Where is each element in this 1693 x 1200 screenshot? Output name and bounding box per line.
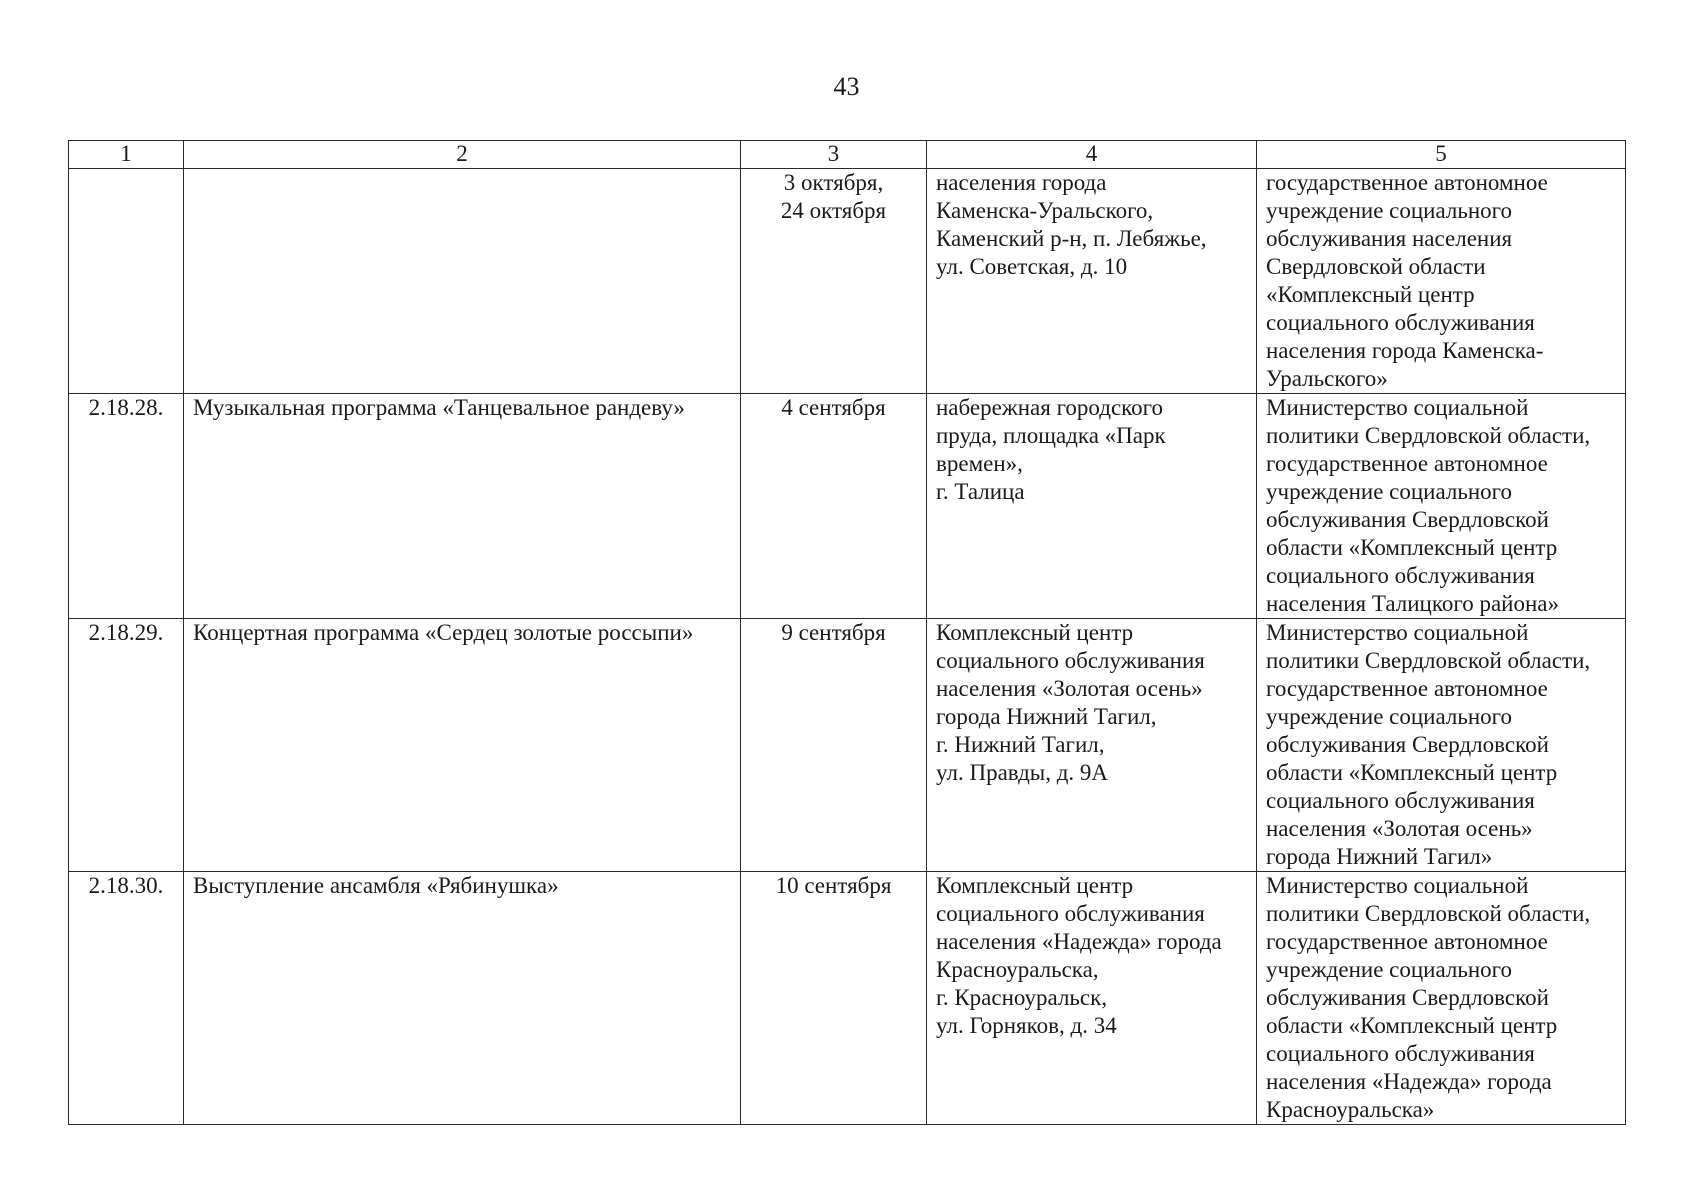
event-name-cell: Концертная программа «Сердец золотые россыпи» [184, 619, 741, 872]
event-place-cell [927, 169, 1257, 394]
place-line: Комплексный центр [936, 620, 1134, 645]
place-line: ул. Правды, д. 9А [936, 760, 1109, 785]
column-header-5: 5 [1257, 141, 1626, 169]
organizer-line: населения «Надежда» города [1266, 1069, 1552, 1094]
place-line: социального обслуживания [936, 648, 1205, 673]
place-line: населения «Золотая осень» [936, 676, 1203, 701]
organizer-cell [1257, 394, 1626, 619]
organizer-line: политики Свердловской области, [1266, 423, 1591, 448]
organizer-line: политики Свердловской области, [1266, 901, 1591, 926]
place-line: населения «Надежда» города [936, 929, 1222, 954]
organizer-line: области «Комплексный центр [1266, 1013, 1558, 1038]
organizer-line: населения города Каменска- [1266, 338, 1544, 363]
organizer-line: политики Свердловской области, [1266, 648, 1591, 673]
date-line: 9 сентября [781, 620, 886, 645]
organizer-line: области «Комплексный центр [1266, 535, 1558, 560]
row-number-cell [69, 169, 184, 394]
organizer-line: социального обслуживания [1266, 788, 1535, 813]
organizer-line: области «Комплексный центр [1266, 760, 1558, 785]
organizer-line: Свердловской области [1266, 254, 1486, 279]
event-date-cell [741, 872, 927, 1125]
date-line: 10 сентября [775, 873, 892, 898]
place-line: ул. Советская, д. 10 [936, 254, 1128, 279]
event-place-cell [927, 619, 1257, 872]
organizer-cell [1257, 169, 1626, 394]
row-number-cell: 2.18.29. [69, 619, 184, 872]
organizer-line: социального обслуживания [1266, 563, 1535, 588]
row-number-cell: 2.18.28. [69, 394, 184, 619]
date-line: 24 октября [780, 198, 887, 223]
organizer-line: учреждение социального [1266, 479, 1513, 504]
place-line: г. Красноуральск, [936, 985, 1108, 1010]
organizer-line: государственное автономное [1266, 676, 1548, 701]
organizer-line: учреждение социального [1266, 957, 1513, 982]
table-row [69, 619, 1626, 872]
event-date-cell [741, 619, 927, 872]
table-row [69, 394, 1626, 619]
row-number-cell: 2.18.30. [69, 872, 184, 1125]
place-line: социального обслуживания [936, 901, 1205, 926]
organizer-line: обслуживания Свердловской [1266, 985, 1549, 1010]
place-line: Каменска-Уральского, [936, 198, 1154, 223]
date-line: 4 сентября [781, 395, 886, 420]
organizer-line: государственное автономное [1266, 451, 1548, 476]
place-line: набережная городского [936, 395, 1164, 420]
event-date-cell [741, 394, 927, 619]
place-line: времен», [936, 451, 1023, 476]
event-place-cell [927, 394, 1257, 619]
organizer-line: социального обслуживания [1266, 310, 1535, 335]
date-line: 3 октября, [783, 170, 884, 195]
organizer-cell [1257, 872, 1626, 1125]
event-place-cell [927, 872, 1257, 1125]
event-name-cell: Выступление ансамбля «Рябинушка» [184, 872, 741, 1125]
place-line: Комплексный центр [936, 873, 1134, 898]
organizer-line: Министерство социальной [1266, 620, 1529, 645]
organizer-line: Красноуральска» [1266, 1097, 1435, 1122]
place-line: Красноуральска, [936, 957, 1099, 982]
organizer-line: учреждение социального [1266, 704, 1513, 729]
column-header-3: 3 [741, 141, 927, 169]
event-name-cell [184, 169, 741, 394]
place-line: г. Талица [936, 479, 1025, 504]
place-line: г. Нижний Тагил, [936, 732, 1105, 757]
column-header-2: 2 [184, 141, 741, 169]
place-line: ул. Горняков, д. 34 [936, 1013, 1117, 1038]
organizer-line: обслуживания Свердловской [1266, 732, 1549, 757]
organizer-line: государственное автономное [1266, 170, 1548, 195]
organizer-line: населения Талицкого района» [1266, 591, 1559, 616]
organizer-line: Уральского» [1266, 366, 1388, 391]
organizer-line: Министерство социальной [1266, 395, 1529, 420]
table-row [69, 169, 1626, 394]
organizer-line: обслуживания населения [1266, 226, 1513, 251]
organizer-line: Министерство социальной [1266, 873, 1529, 898]
organizer-line: обслуживания Свердловской [1266, 507, 1549, 532]
organizer-cell [1257, 619, 1626, 872]
place-line: пруда, площадка «Парк [936, 423, 1166, 448]
event-date-cell [741, 169, 927, 394]
place-line: города Нижний Тагил, [936, 704, 1157, 729]
organizer-line: населения «Золотая осень» [1266, 816, 1533, 841]
events-table [68, 140, 1626, 1125]
event-name-cell: Музыкальная программа «Танцевальное рандеву» [184, 394, 741, 619]
place-line: Каменский р-н, п. Лебяжье, [936, 226, 1207, 251]
organizer-line: учреждение социального [1266, 198, 1513, 223]
table-header-row [69, 141, 1626, 169]
page-number: 43 [833, 72, 860, 101]
place-line: населения города [936, 170, 1107, 195]
organizer-line: «Комплексный центр [1266, 282, 1475, 307]
organizer-line: государственное автономное [1266, 929, 1548, 954]
organizer-line: социального обслуживания [1266, 1041, 1535, 1066]
column-header-4: 4 [927, 141, 1257, 169]
table-row [69, 872, 1626, 1125]
column-header-1: 1 [69, 141, 184, 169]
organizer-line: города Нижний Тагил» [1266, 844, 1493, 869]
